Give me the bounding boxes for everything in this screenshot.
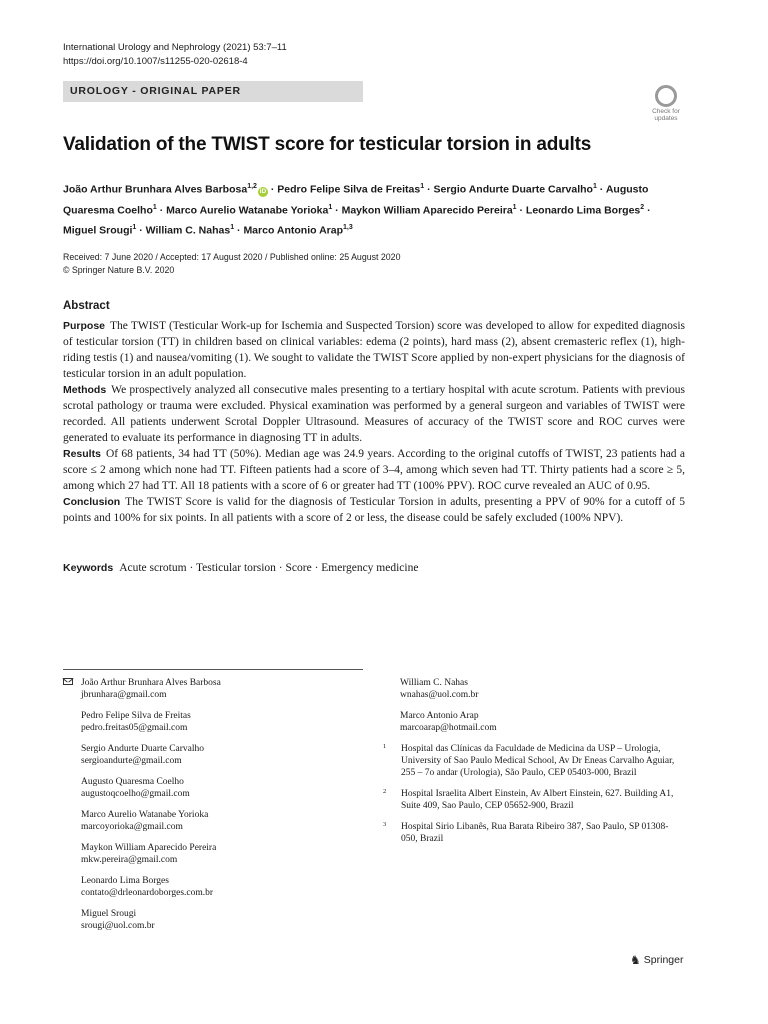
author-contact	[81, 677, 363, 701]
affiliation-text: Hospital das Clínicas da Faculdade de Medicina da USP – Urologia, University of Sao Paulo Medical School, Av Dr Eneas Carvalho Aguiar, 255 – 7o andar (Urologia), São Paulo, CEP 05403-000, Brazil	[401, 744, 675, 778]
page-title: Validation of the TWIST score for testicular torsion in adults	[63, 134, 592, 155]
author-contact	[400, 710, 682, 734]
journal-info	[63, 41, 287, 69]
affiliation	[383, 743, 682, 779]
affiliation-text: Hospital Israelita Albert Einstein, Av Albert Einstein, 627. Building A1, Suite 409, Sao Paulo, CEP 05652-900, Brazil	[401, 789, 674, 811]
author-contact	[81, 842, 363, 866]
abstract-section-text: The TWIST Score is valid for the diagnosis of Testicular Torsion in adults, presenting a PPV of 90% for a cutoff of 5 points and 100% for six points. In all patients with a score of 2 or less, the disease could be safely excluded (100% NPV).	[63, 496, 685, 524]
copyright: © Springer Nature B.V. 2020	[63, 265, 175, 275]
contact-name: Augusto Quaresma Coelho	[81, 777, 184, 787]
contact-email[interactable]: contato@drleonardoborges.com.br	[81, 888, 214, 898]
contact-email[interactable]: jbrunhara@gmail.com	[81, 690, 167, 700]
abstract-body	[63, 318, 685, 526]
contact-name: Sergio Andurte Duarte Carvalho	[81, 744, 205, 754]
contact-name: Miguel Srougi	[81, 909, 137, 919]
affiliation-number: 1	[383, 743, 387, 750]
author-name[interactable]: Leonardo Lima Borges	[525, 204, 641, 216]
author-affiliation-marker: 2	[640, 203, 645, 211]
contact-name: Maykon William Aparecido Pereira	[81, 843, 217, 853]
author-contact	[81, 908, 363, 932]
author-name[interactable]: João Arthur Brunhara Alves Barbosa	[63, 183, 248, 196]
abstract-section-text: The TWIST (Testicular Work-up for Ischemia and Suspected Torsion) score was developed to allow for expedited diagnosis of testicular torsion (TT) in children based on clinical variables: edema (2 points), hard mass (2), absent cremasteric reflex (1), high-riding testis (1) and nausea/vomiting (1). We sought to validate the TWIST Score applied by non-expert physicians for the diagnosis of testicular torsion in an adult population.	[63, 320, 685, 380]
footnote-divider	[63, 669, 363, 670]
affiliation	[383, 821, 682, 845]
affiliation-text: Hospital Sirio Libanês, Rua Barata Ribeiro 387, Sao Paulo, SP 01308-050, Brazil	[401, 822, 669, 844]
author-affiliation-marker: 1	[152, 203, 157, 211]
contact-email[interactable]: sergioandurte@gmail.com	[81, 756, 182, 766]
abstract-heading: Abstract	[63, 300, 110, 312]
author-contact	[81, 776, 363, 800]
author-contact	[81, 809, 363, 833]
orcid-icon[interactable]: iD	[259, 187, 267, 195]
contact-email[interactable]: augustoqcoelho@gmail.com	[81, 789, 190, 799]
abstract-section-label: Purpose	[63, 320, 106, 332]
publisher-logo	[630, 953, 683, 967]
check-updates-line2: updates	[654, 115, 678, 122]
abstract-methods	[63, 382, 685, 446]
publication-dates	[63, 251, 400, 277]
check-updates-icon	[655, 85, 677, 107]
check-for-updates-button[interactable]	[649, 85, 683, 122]
abstract-section-text: Of 68 patients, 34 had TT (50%). Median age was 24.9 years. According to the original cutoffs of TWIST, 23 patients had a score ≤ 2 among which none had TT. Fifteen patients had a score of 3–4, among which seven had TT. Thirty patients had a score ≥ 5, among which 27 had TT. All 18 patients with a score of 6 or greater had TT (100% PPV). ROC curve revealed an AUC of 0.95.	[63, 448, 685, 492]
author-affiliation-marker: 1,2	[247, 183, 257, 190]
author-contact	[81, 743, 363, 767]
contact-name: Marco Aurelio Watanabe Yorioka	[81, 810, 209, 820]
author-name[interactable]: Pedro Felipe Silva de Freitas	[277, 183, 421, 196]
author-name[interactable]: Maykon William Aparecido Pereira	[341, 204, 513, 216]
section-label: UROLOGY - ORIGINAL PAPER	[63, 81, 363, 102]
affiliation-number: 3	[383, 821, 387, 828]
author-affiliation-marker: 1	[592, 183, 597, 190]
author-affiliation-marker: 1,3	[343, 224, 353, 231]
contact-email[interactable]: srougi@uol.com.br	[81, 921, 155, 931]
contact-name: Pedro Felipe Silva de Freitas	[81, 711, 191, 721]
contact-email[interactable]: wnahas@uol.com.br	[400, 690, 479, 700]
author-affiliation-marker: 1	[512, 203, 517, 211]
contact-email[interactable]: mkw.pereira@gmail.com	[81, 855, 178, 865]
contact-name: Leonardo Lima Borges	[81, 876, 169, 886]
affiliations	[382, 743, 682, 845]
author-name[interactable]: Marco Aurelio Watanabe Yorioka	[166, 204, 329, 216]
contact-email[interactable]: pedro.freitas05@gmail.com	[81, 723, 188, 733]
author-name[interactable]: Augusto Quaresma Coelho	[63, 183, 649, 216]
author-contacts-left	[63, 677, 363, 941]
doi-link[interactable]: https://doi.org/10.1007/s11255-020-02618-4	[63, 56, 248, 67]
author-affiliation-marker: 1	[420, 183, 425, 190]
keywords	[63, 560, 685, 576]
author-affiliation-marker: 1	[132, 224, 137, 231]
keywords-label: Keywords	[63, 562, 114, 574]
author-name[interactable]: Marco Antonio Arap	[243, 224, 343, 237]
envelope-icon	[63, 678, 73, 685]
abstract-section-label: Results	[63, 448, 101, 460]
affiliation	[383, 788, 682, 812]
author-name[interactable]: Miguel Srougi	[63, 224, 133, 237]
contact-name: Marco Antonio Arap	[400, 711, 479, 721]
contact-name: João Arthur Brunhara Alves Barbosa	[81, 678, 221, 688]
author-contact	[81, 710, 363, 734]
author-name[interactable]: Sergio Andurte Duarte Carvalho	[433, 183, 593, 196]
publisher-name: Springer	[643, 954, 684, 966]
received-dates: Received: 7 June 2020 / Accepted: 17 August 2020 / Published online: 25 August 2020	[63, 252, 401, 262]
contact-email[interactable]: marcoarap@hotmail.com	[400, 723, 497, 733]
contact-name: William C. Nahas	[400, 678, 468, 688]
author-contacts-right-list	[382, 677, 682, 734]
abstract-section-text: We prospectively analyzed all consecutive males presenting to a tertiary hospital with acute scrotum. Patients with previous scrotal pathology or trauma were excluded. Physical examination was performed by a general surgeon and variables of TWIST were recorded. All patients underwent Scrotal Doppler Ultrasound. Measures of accuracy of the TWIST score and ROC curves were generated to evaluate its performance in diagnosing TT in adults.	[63, 384, 685, 444]
author-contacts-right	[382, 677, 682, 854]
abstract-conclusion	[63, 494, 685, 526]
author-affiliation-marker: 1	[230, 224, 235, 231]
springer-horse-icon: ♞	[630, 953, 641, 967]
affiliation-number: 2	[383, 788, 387, 795]
abstract-section-label: Conclusion	[63, 496, 121, 508]
author-name[interactable]: William C. Nahas	[145, 224, 231, 237]
author-list: João Arthur Brunhara Alves Barbosa$^{1,2}$iD · Pedro Felipe Silva de Freitas$^1$ · Sergio Andurte Duarte Carvalho$^1$ · Augusto Quaresma Coelho$^1$ · Marco Aurelio Watanabe Yorioka$^1$ · Maykon William Aparecido Pereira$^1$ · Leonardo Lima Borges$^2$ · Miguel Srougi$^1$ · William C. Nahas$^1$ · Marco Antonio Arap$^{1,3}$	[63, 183, 651, 237]
abstract-section-label: Methods	[63, 384, 107, 396]
author-contact	[400, 677, 682, 701]
check-updates-line1: Check for	[652, 108, 680, 115]
author-contact	[81, 875, 363, 899]
abstract-purpose	[63, 318, 685, 382]
abstract-results	[63, 446, 685, 494]
contact-email[interactable]: marcoyorioka@gmail.com	[81, 822, 183, 832]
author-affiliation-marker: 1	[328, 203, 333, 211]
keywords-text: Acute scrotum · Testicular torsion · Score · Emergency medicine	[119, 562, 419, 574]
journal-citation: International Urology and Nephrology (2021) 53:7–11	[63, 42, 287, 53]
